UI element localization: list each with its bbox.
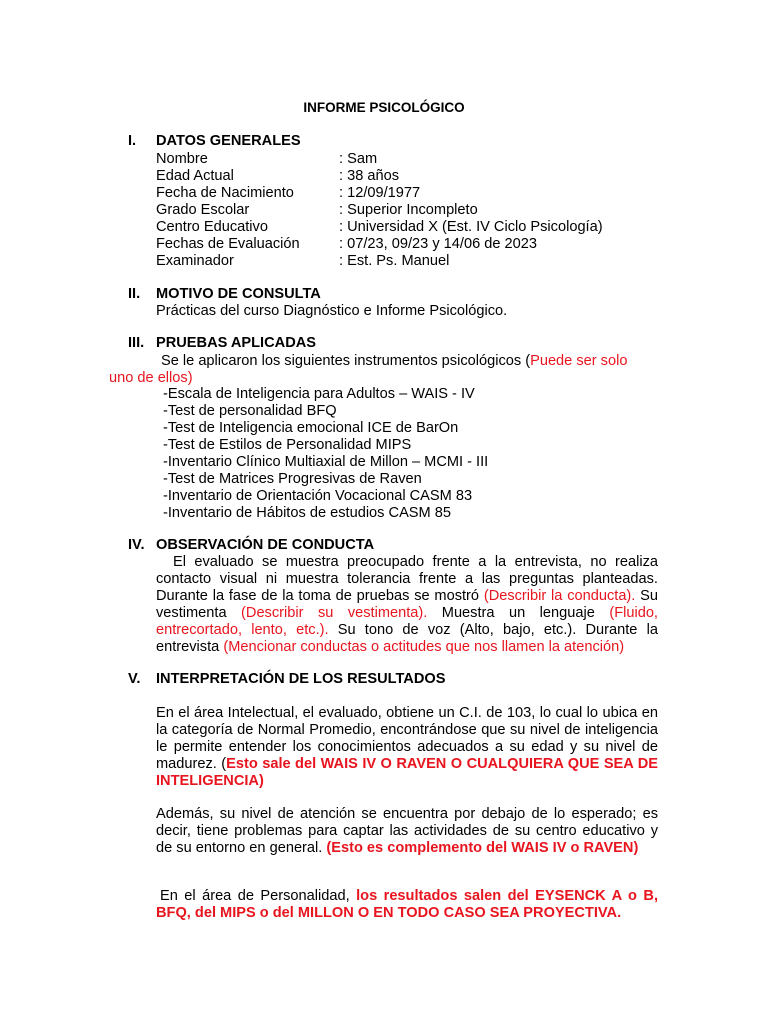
observacion-text: El evaluado se muestra preocupado frente a la entrevista, no realiza contacto visual ni muestra tolerancia frente a las preguntas planteadas. Durante la fase de la toma de pruebas se mostró: [156, 554, 658, 604]
datos-row: [156, 253, 449, 270]
interpretacion-paragraph-3: [156, 888, 658, 922]
datos-row: [156, 168, 399, 185]
section-heading-observacion: [128, 537, 374, 553]
motivo-text: Prácticas del curso Diagnóstico e Informe Psicológico.: [156, 303, 508, 319]
prueba-item: -Test de Matrices Progresivas de Raven: [163, 471, 422, 487]
interpretacion-text: En el área Intelectual, el evaluado, obtiene un C.I. de 103, lo cual lo ubica en la categoría de Normal Promedio, encontrándose que su nivel de inteligencia le permite entender los conocimientos adecuados a su edad y su nivel de madurez.: [156, 705, 658, 772]
section-title: INTERPRETACIÓN DE LOS RESULTADOS: [156, 671, 446, 687]
observacion-note: (Mencionar conductas o actitudes que nos llamen la atención): [223, 639, 625, 655]
prueba-item: -Test de Estilos de Personalidad MIPS: [163, 437, 412, 453]
datos-label: Nombre: [156, 151, 208, 167]
section-heading-datos-generales: [128, 133, 301, 149]
pruebas-intro-note-continued: uno de ellos): [109, 370, 193, 386]
datos-label: Edad Actual: [156, 168, 234, 184]
datos-value: : 12/09/1977: [339, 185, 421, 201]
pruebas-intro: [161, 353, 627, 370]
section-number: IV.: [128, 537, 145, 553]
interpretacion-note: Esto sale del WAIS IV O RAVEN O CUALQUIERA QUE SEA DE INTELIGENCIA): [156, 756, 658, 789]
observacion-text: Su tono de voz (Alto, bajo, etc.). Durante la entrevista: [156, 622, 658, 655]
section-heading-pruebas: [128, 335, 316, 351]
section-heading-motivo: [128, 286, 321, 302]
section-number: I.: [128, 133, 137, 149]
pruebas-intro-note: Puede ser solo: [530, 353, 628, 369]
datos-value: : Universidad X (Est. IV Ciclo Psicología): [339, 219, 603, 235]
datos-label: Examinador: [156, 253, 234, 269]
datos-label: Centro Educativo: [156, 219, 268, 235]
datos-label: Grado Escolar: [156, 202, 250, 218]
observacion-text: Su vestimenta: [156, 588, 659, 621]
section-number: III.: [128, 335, 145, 351]
datos-value: : Est. Ps. Manuel: [339, 253, 450, 269]
datos-row: [156, 185, 420, 202]
prueba-item: -Test de Inteligencia emocional ICE de BarOn: [163, 420, 459, 436]
datos-value: : Superior Incompleto: [339, 202, 478, 218]
section-title: DATOS GENERALES: [156, 133, 301, 149]
interpretacion-paren: (: [221, 756, 227, 772]
datos-row: [156, 236, 537, 253]
section-number: V.: [128, 671, 141, 687]
interpretacion-note: (Esto es complemento del WAIS IV o RAVEN): [326, 840, 639, 856]
interpretacion-text: En el área de Personalidad,: [160, 888, 357, 904]
prueba-item: -Inventario de Hábitos de estudios CASM 85: [163, 505, 451, 521]
prueba-item: -Inventario Clínico Multiaxial de Millon – MCMI - III: [163, 454, 489, 470]
observacion-paragraph: [156, 554, 658, 656]
page-title: INFORME PSICOLÓGICO: [303, 100, 465, 115]
interpretacion-note: los resultados salen del EYSENCK A o B, BFQ, del MIPS o del MILLON O EN TODO CASO SEA PROYECTIVA.: [156, 888, 658, 921]
interpretacion-paragraph-2: [156, 806, 658, 857]
section-heading-interpretacion: [128, 671, 445, 687]
prueba-item: -Test de personalidad BFQ: [163, 403, 337, 419]
prueba-item: -Inventario de Orientación Vocacional CASM 83: [163, 488, 473, 504]
interpretacion-text: Además, su nivel de atención se encuentra por debajo de lo esperado; es decir, tiene problemas para captar las actividades de su centro educativo y de su entorno en general.: [156, 806, 658, 856]
datos-row: [156, 151, 377, 168]
observacion-note: (Describir la conducta).: [483, 588, 636, 604]
interpretacion-paragraph-1: [156, 705, 658, 790]
datos-label: Fecha de Nacimiento: [156, 185, 294, 201]
observacion-text: Muestra un lenguaje: [427, 605, 610, 621]
datos-value: : 38 años: [339, 168, 400, 184]
section-number: II.: [128, 286, 141, 302]
section-title: PRUEBAS APLICADAS: [156, 335, 317, 351]
datos-row: [156, 202, 478, 219]
pruebas-intro-text: Se le aplicaron los siguientes instrumentos psicológicos (: [161, 353, 531, 369]
observacion-note: (Fluido, entrecortado, lento, etc.).: [156, 605, 658, 638]
observacion-note: (Describir su vestimenta).: [241, 605, 428, 621]
section-title: OBSERVACIÓN DE CONDUCTA: [156, 537, 375, 553]
datos-value: : Sam: [339, 151, 378, 167]
datos-row: [156, 219, 603, 236]
section-title: MOTIVO DE CONSULTA: [156, 286, 321, 302]
datos-label: Fechas de Evaluación: [156, 236, 300, 252]
prueba-item: -Escala de Inteligencia para Adultos – WAIS - IV: [163, 386, 475, 402]
datos-value: : 07/23, 09/23 y 14/06 de 2023: [339, 236, 537, 252]
